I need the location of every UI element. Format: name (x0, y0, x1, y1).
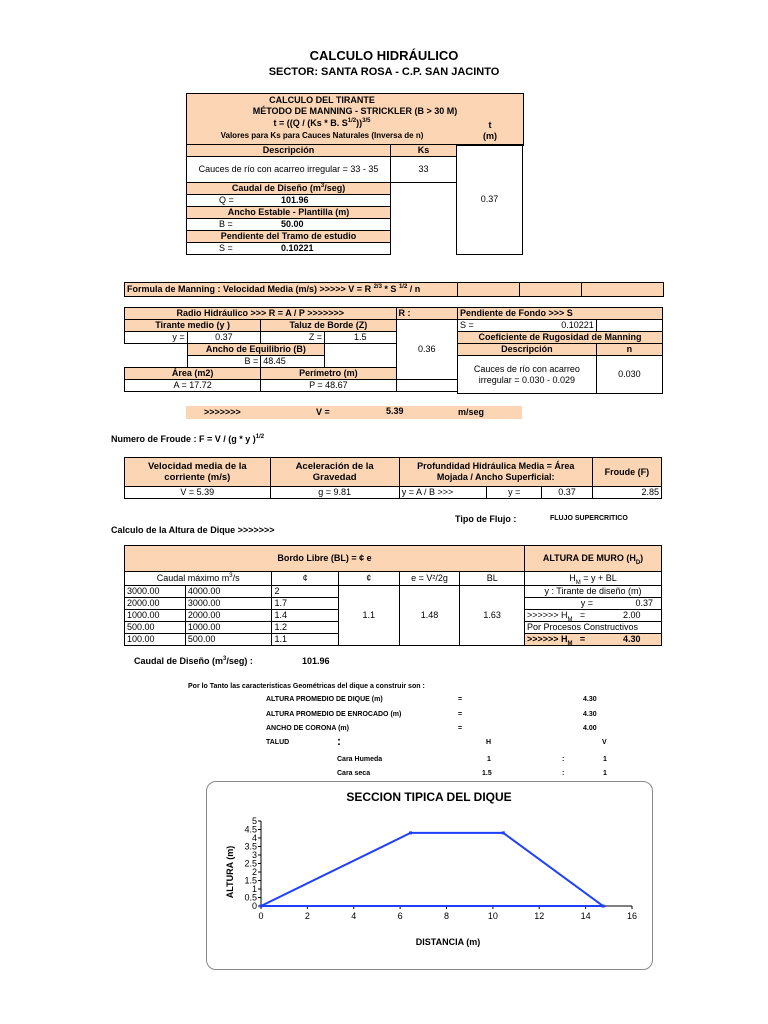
ancho-eq-h: Ancho de Equilibrio (B) (187, 344, 324, 356)
caract-label-0: ALTURA PROMEDIO DE DIQUE (m) (266, 696, 383, 703)
b-row: B = 50.00 (187, 219, 391, 231)
dique-profile-point (260, 905, 263, 908)
e-value: 1.48 (399, 586, 460, 646)
a-value: A = 17.72 (125, 380, 261, 392)
seca-h: 1.5 (482, 770, 492, 777)
desc-text: Cauces de río con acarreo irregular = 33 - 35 (187, 157, 391, 183)
n-value: 0.030 (596, 356, 662, 394)
seca-v: 1 (603, 770, 607, 777)
dique-title: Calculo de la Altura de Dique >>>>>>> (111, 525, 275, 535)
seca-label: Cara seca (337, 770, 371, 777)
caract-value-1: 4.30 (583, 711, 597, 718)
hm-row: >>>>>> $H_M = 2.00$ (525, 610, 662, 622)
q-min-3: 500.00 (125, 622, 186, 634)
q-max-2: 2000.00 (185, 610, 272, 622)
y-tick-label: 3.5 (244, 841, 257, 852)
chart-title: SECCION TIPICA DEL DIQUE (346, 790, 512, 804)
x-tick-label: 8 (443, 911, 450, 921)
e-h: e = V²/2g (399, 572, 460, 586)
y-tick-label: 0 (251, 901, 257, 911)
caract-value-2: 4.00 (583, 725, 597, 732)
x-tick-label: 12 (534, 911, 545, 921)
y-label: y = (125, 332, 188, 344)
caract-eq-2: = (458, 725, 463, 732)
perim-h: Perímetro (m) (261, 368, 396, 380)
bordo-table (124, 545, 662, 646)
chart-xlabel: DISTANCIA (m) (415, 937, 481, 947)
b-title: Ancho Estable - Plantilla (m) (187, 207, 391, 219)
bordo-title: Bordo Libre (BL) = ¢ e (125, 546, 525, 572)
x-tick-label: 2 (304, 911, 310, 921)
q-max-0: 4000.00 (185, 586, 272, 598)
caract-intro: Por lo Tanto las caracteristicas Geométricas del dique a construir son : (188, 683, 425, 690)
froude-table (124, 457, 662, 499)
froude-f-value: 2.85 (592, 487, 661, 499)
x-tick-label: 16 (626, 911, 638, 921)
radio-table (124, 307, 458, 392)
y-tick-label: 1 (251, 884, 257, 894)
phi-h2: ¢ (338, 572, 399, 586)
chart-series (260, 831, 605, 907)
x-tick-label: 4 (351, 911, 357, 921)
s-title: Pendiente del Tramo de estudio (187, 231, 391, 243)
phi-value: 1.1 (338, 586, 399, 646)
bl-h: BL (460, 572, 525, 586)
caudal-h: Caudal máximo $m^3/s$ (125, 572, 272, 586)
phi-3: 1.2 (272, 622, 339, 634)
q-max-3: 1000.00 (185, 622, 272, 634)
r-label: R : (396, 308, 458, 320)
tipo-flujo-value: FLUJO SUPERCRITICO (550, 515, 628, 522)
q-max-1: 3000.00 (185, 598, 272, 610)
v-result-bar (186, 406, 522, 419)
x-tick-label: 0 (258, 911, 264, 921)
y-tick-label: 4.5 (244, 824, 257, 835)
altura-title: ALTURA DE MURO $(H_D)$ (525, 546, 662, 572)
desc-text-2: Cauces de río con acarreo irregular = 0.030 - 0.029 (458, 356, 597, 394)
dique-profile-line (261, 833, 603, 906)
froude-title: Numero de Froude : F = V / (g * y )$^{1/2}$ (111, 434, 265, 444)
n-h: n (596, 344, 662, 356)
manning-formula: Formula de Manning : Velocidad Media (m/s) >>>>> V = R $^{2/3}$ * S $^{1/2}$ / n (127, 284, 421, 294)
froude-v: V = 5.39 (125, 487, 271, 499)
s-row: S = 0.10221 (187, 243, 391, 255)
talud-label: TALUD (266, 739, 290, 746)
y-tick-label: 0.5 (244, 892, 257, 903)
talud-colon: : (337, 734, 341, 748)
rugosidad-table (457, 307, 663, 394)
bl-value: 1.63 (460, 586, 525, 646)
y-value: 0.37 (187, 332, 261, 344)
seca-colon: : (562, 770, 565, 777)
b-label-eq: B = (187, 356, 261, 368)
humeda-colon: : (562, 756, 565, 763)
chart-ylabel: ALTURA (m) (225, 845, 235, 899)
v-label: V = (316, 407, 330, 417)
phi-2: 1.4 (272, 610, 339, 622)
q-min-0: 3000.00 (125, 586, 186, 598)
desc-h-2: Descripción (458, 344, 597, 356)
hm-h: $H_M = y$ + BL (525, 572, 662, 586)
area-h: Área (m2) (125, 368, 261, 380)
talud-h: H (486, 739, 492, 746)
y-row: y = 0.37 (525, 598, 662, 610)
tirante-formula: t = ((Q / (Ks * B. $S^{1/2}))^{3/5}$ (273, 118, 371, 128)
pend-title: Pendiente de Fondo >>> S (458, 308, 663, 320)
r-value: 0.36 (396, 320, 458, 380)
page-subtitle: SECTOR: SANTA ROSA - C.P. SAN JACINTO (268, 66, 500, 78)
phi-h: ¢ (272, 572, 339, 586)
tirante-h2: MÉTODO DE MANNING - STRICKLER (B > 30 M) (252, 106, 458, 116)
froude-h-acc: Aceleración de la Gravedad (270, 458, 399, 487)
froude-h-vel: Velocidad media de la corriente (m/s) (125, 458, 271, 487)
caudal-diseno-value: 101.96 (302, 656, 330, 666)
y-tick-label: 1.5 (244, 875, 257, 886)
ks-value: 33 (391, 157, 457, 183)
v-arrow: >>>>>>> (204, 407, 241, 417)
q-min-2: 1000.00 (125, 610, 186, 622)
p-value: P = 48.67 (261, 380, 396, 392)
humeda-h: 1 (487, 756, 491, 763)
desc-header: Descripción (187, 145, 391, 157)
caract-label-2: ANCHO DE CORONA (m) (266, 725, 349, 732)
humeda-label: Cara Humeda (337, 756, 383, 763)
b-value-eq: 48.45 (261, 356, 325, 368)
phi-1: 1.7 (272, 598, 339, 610)
y-tick-label: 4 (251, 833, 257, 843)
tipo-flujo-label: Tipo de Flujo : (455, 514, 517, 524)
caract-eq-1: = (458, 711, 463, 718)
v-unit: m/seg (458, 407, 485, 417)
tirante-header-box (186, 93, 524, 146)
ks-blank (391, 183, 457, 255)
phi-0: 2 (272, 586, 339, 598)
coef-title: Coeficiente de Rugosidad de Manning (458, 332, 663, 344)
froude-h-prof: Profundidad Hidráulica Media = Área Mojada / Ancho Superficial: (399, 458, 592, 487)
tirante-table (186, 144, 523, 255)
hm-final-row: >>>>>> $H_M = 4.30$ (525, 634, 662, 646)
q-min-4: 100.00 (125, 634, 186, 646)
s-row-2: S = 0.10221 (458, 320, 597, 332)
q-title: Caudal de Diseño $(m^3/seg)$ (187, 183, 391, 195)
froude-g: g = 9.81 (270, 487, 399, 499)
phi-4: 1.1 (272, 634, 339, 646)
y-tick-label: 5 (251, 816, 257, 826)
z-value: 1.5 (325, 332, 396, 344)
ks-header: Ks (391, 145, 457, 157)
q-min-1: 2000.00 (125, 598, 186, 610)
q-row: Q = 101.96 (187, 195, 391, 207)
ks-note: Valores para Ks para Cauces Naturales (Inversa de n) (220, 131, 424, 140)
manning-formula-bar (124, 282, 664, 297)
humeda-v: 1 (603, 756, 607, 763)
page-title: CALCULO HIDRÁULICO (309, 48, 459, 63)
tirante-h1: CALCULO DEL TIRANTE (269, 95, 375, 105)
dique-section-chart (206, 781, 652, 969)
caract-label-1: ALTURA PROMEDIO DE ENROCADO (m) (266, 711, 402, 718)
por-procesos: Por Procesos Constructivos (525, 622, 662, 634)
taluz-h: Taluz de Borde (Z) (261, 320, 396, 332)
y-tick-label: 2 (251, 867, 257, 877)
tirante-medio-h: Tirante medio (y ) (125, 320, 261, 332)
x-tick-label: 6 (397, 911, 403, 921)
t-label: t (488, 120, 492, 130)
radio-title: Radio Hidráulico >>> R = A / P >>>>>>> (125, 308, 397, 320)
froude-y-value: 0.37 (542, 487, 593, 499)
talud-v: V (602, 739, 607, 746)
caract-value-0: 4.30 (583, 696, 597, 703)
dique-profile-point (409, 831, 412, 834)
x-tick-label: 10 (487, 911, 498, 921)
y-tick-label: 2.5 (244, 858, 257, 869)
yt-text: y : Tirante de diseño (m) (525, 586, 662, 598)
froude-h-f: Froude (F) (592, 458, 661, 487)
x-tick-label: 14 (580, 911, 591, 921)
v-value: 5.39 (386, 406, 404, 416)
y-tick-label: 3 (251, 850, 257, 860)
caudal-diseno-label: Caudal de Diseño $(m^3/seg)$ : (134, 656, 253, 666)
dique-profile-point (502, 831, 505, 834)
t-value: 0.37 (457, 145, 523, 255)
z-label: Z = (261, 332, 325, 344)
caract-eq-0: = (458, 696, 463, 703)
froude-y-label: y = (487, 487, 542, 499)
dique-profile-point (602, 905, 605, 908)
q-max-4: 500.00 (185, 634, 272, 646)
t-unit: (m) (483, 131, 497, 141)
froude-y-formula: y = A / B >>> (399, 487, 487, 499)
